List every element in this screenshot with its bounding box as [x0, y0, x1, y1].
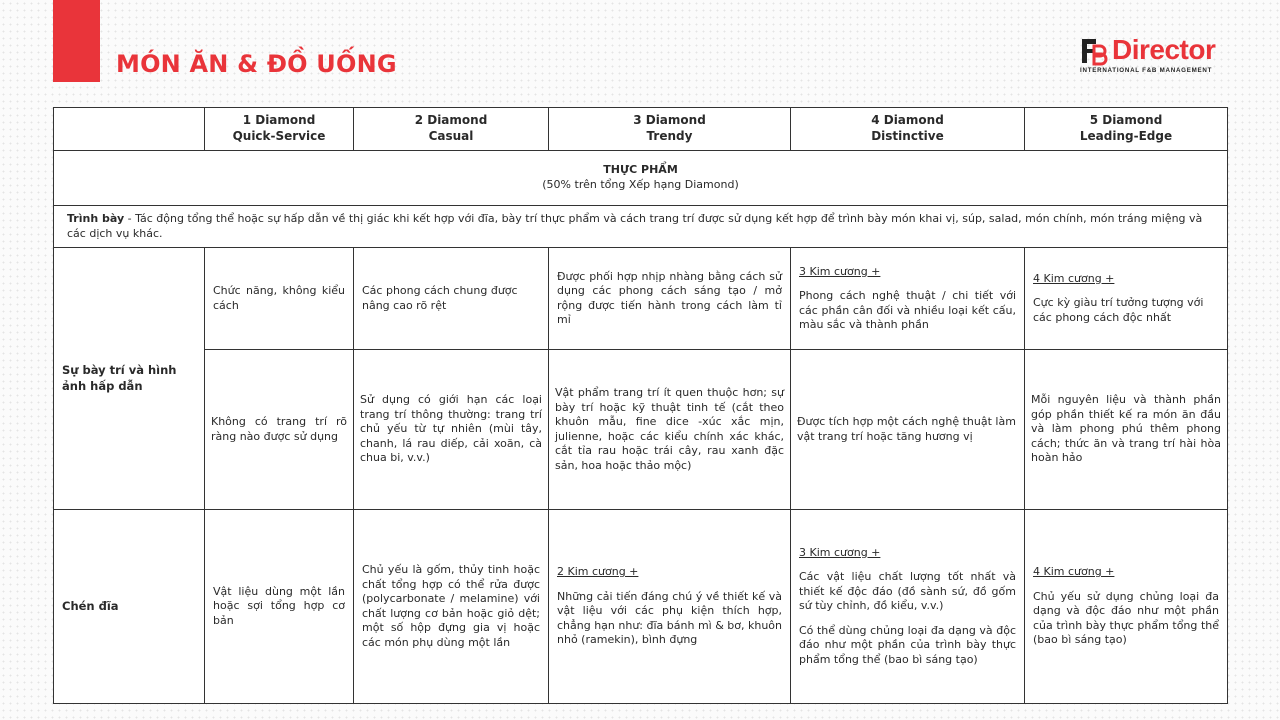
logo	[1080, 34, 1240, 78]
logo-mark-icon	[1080, 36, 1110, 66]
garnish-2-diamond: Sử dụng có giới hạn các loại trang trí thông thường: trang trí chủ yếu từ tự nhiên (mùi tây, chanh, lá rau diếp, cải xoăn, cà chua bi, v.v.)	[354, 350, 549, 510]
intro-text: - Tác động tổng thể hoặc sự hấp dẫn về thị giác khi kết hợp với đĩa, bày trí thực phẩm và cách trang trí được sử dụng kết hợp để trình bày món khai vị, súp, salad, món chính, món tráng miệng và các dịch vụ khác.	[67, 212, 1203, 240]
page-title: MÓN ĂN & ĐỒ UỐNG	[116, 50, 397, 78]
presentation-3-diamond: Được phối hợp nhịp nhàng bằng cách sử dụng các phong cách sáng tạo / mở rộng được tiến hành trong cách làm tỉ mỉ	[549, 248, 791, 350]
dishware-1-diamond: Vật liệu dùng một lần hoặc sợi tổng hợp cơ bản	[205, 510, 354, 704]
header-4-diamond: 4 Diamond Distinctive	[791, 108, 1025, 151]
dishware-5-diamond	[1025, 510, 1228, 704]
garnish-1-diamond: Không có trang trí rõ ràng nào được sử dụng	[205, 350, 354, 510]
section-title-cell	[54, 151, 1228, 206]
dishware-2-diamond: Chủ yếu là gốm, thủy tinh hoặc chất tổng hợp có thể rửa được (polycarbonate / melamine) với chất lượng cơ bản hoặc giỏ dệt; một số hộp đựng gia vị hoặc các món phụ dùng một lần	[354, 510, 549, 704]
presentation-2-diamond: Các phong cách chung được nâng cao rõ rệt	[354, 248, 549, 350]
dishware-3-text: Những cải tiến đáng chú ý về thiết kế và vật liệu với các phụ kiện thích hợp, chẳng hạn như: đĩa bánh mì & bơ, khuôn nhỏ (ramekin), bình đựng	[557, 589, 783, 647]
header-empty-cell	[54, 108, 205, 151]
logo-tagline: INTERNATIONAL F&B MANAGEMENT	[1080, 67, 1213, 74]
logo-wordmark: Director	[1112, 34, 1216, 65]
garnish-4-diamond: Được tích hợp một cách nghệ thuật làm vật trang trí hoặc tăng hương vị	[791, 350, 1025, 510]
presentation-row-1	[54, 248, 1228, 350]
level-ref: 4 Kim cương +	[1033, 271, 1115, 285]
header-2-diamond: 2 Diamond Casual	[354, 108, 549, 151]
intro-term: Trình bày	[67, 212, 125, 225]
level-ref: 3 Kim cương +	[799, 545, 881, 559]
presentation-5-text: Cực kỳ giàu trí tưởng tượng với các phong cách độc nhất	[1033, 296, 1204, 324]
dishware-4-text-1: Các vật liệu chất lượng tốt nhất và thiết kế độc đáo (đồ sành sứ, đồ gốm sứ tùy chỉnh, đồ kiểu, v.v.)	[799, 570, 1016, 613]
level-ref: 4 Kim cương +	[1033, 565, 1115, 579]
header-5-diamond: 5 Diamond Leading-Edge	[1025, 108, 1228, 151]
presentation-4-text: Phong cách nghệ thuật / chi tiết với các phần cân đối và nhiều loại kết cấu, màu sắc và thành phần	[799, 289, 1016, 332]
intro-row	[54, 206, 1228, 248]
header-3-diamond: 3 Diamond Trendy	[549, 108, 791, 151]
presentation-label: Sự bày trí và hình ảnh hấp dẫn	[54, 248, 205, 510]
garnish-3-diamond: Vật phẩm trang trí ít quen thuộc hơn; sự bày trí hoặc kỹ thuật tinh tế (cắt theo khuôn mẫu, fine dice -xúc xắc mịn, julienne, hoặc các kiểu chính xác khác, cắt tỉa rau hoặc trái cây, rau xanh đặc sản, hoa hoặc thảo mộc)	[549, 350, 791, 510]
level-ref: 2 Kim cương +	[557, 565, 639, 579]
section-subtitle: (50% trên tổng Xếp hạng Diamond)	[542, 178, 739, 191]
presentation-1-diamond: Chức năng, không kiểu cách	[205, 248, 354, 350]
intro-cell	[54, 206, 1228, 248]
presentation-row-2	[54, 350, 1228, 510]
garnish-5-diamond: Mỗi nguyên liệu và thành phần góp phần thiết kế ra món ăn đầu và làm phong phú thêm phong cách; thức ăn và trang trí hài hòa hoàn hảo	[1025, 350, 1228, 510]
dishware-4-text-2: Có thể dùng chủng loại đa dạng và độc đáo như một phần của trình bày thực phẩm tổng thể (bao bì sáng tạo)	[799, 623, 1016, 666]
dishware-5-text: Chủ yếu sử dụng chủng loại đa dạng và độc đáo như một phần của trình bày thực phẩm tổng thể (bao bì sáng tạo)	[1033, 589, 1219, 647]
level-ref: 3 Kim cương +	[799, 264, 881, 278]
header-1-diamond: 1 Diamond Quick-Service	[205, 108, 354, 151]
dishware-row	[54, 510, 1228, 704]
header-row	[54, 108, 1228, 151]
diamond-rating-table	[53, 107, 1228, 704]
section-row	[54, 151, 1228, 206]
presentation-4-diamond	[791, 248, 1025, 350]
section-title: THỰC PHẨM	[603, 163, 678, 177]
dishware-label: Chén đĩa	[54, 510, 205, 704]
dishware-3-diamond	[549, 510, 791, 704]
presentation-5-diamond	[1025, 248, 1228, 350]
dishware-4-diamond	[791, 510, 1025, 704]
accent-bar	[53, 0, 100, 82]
